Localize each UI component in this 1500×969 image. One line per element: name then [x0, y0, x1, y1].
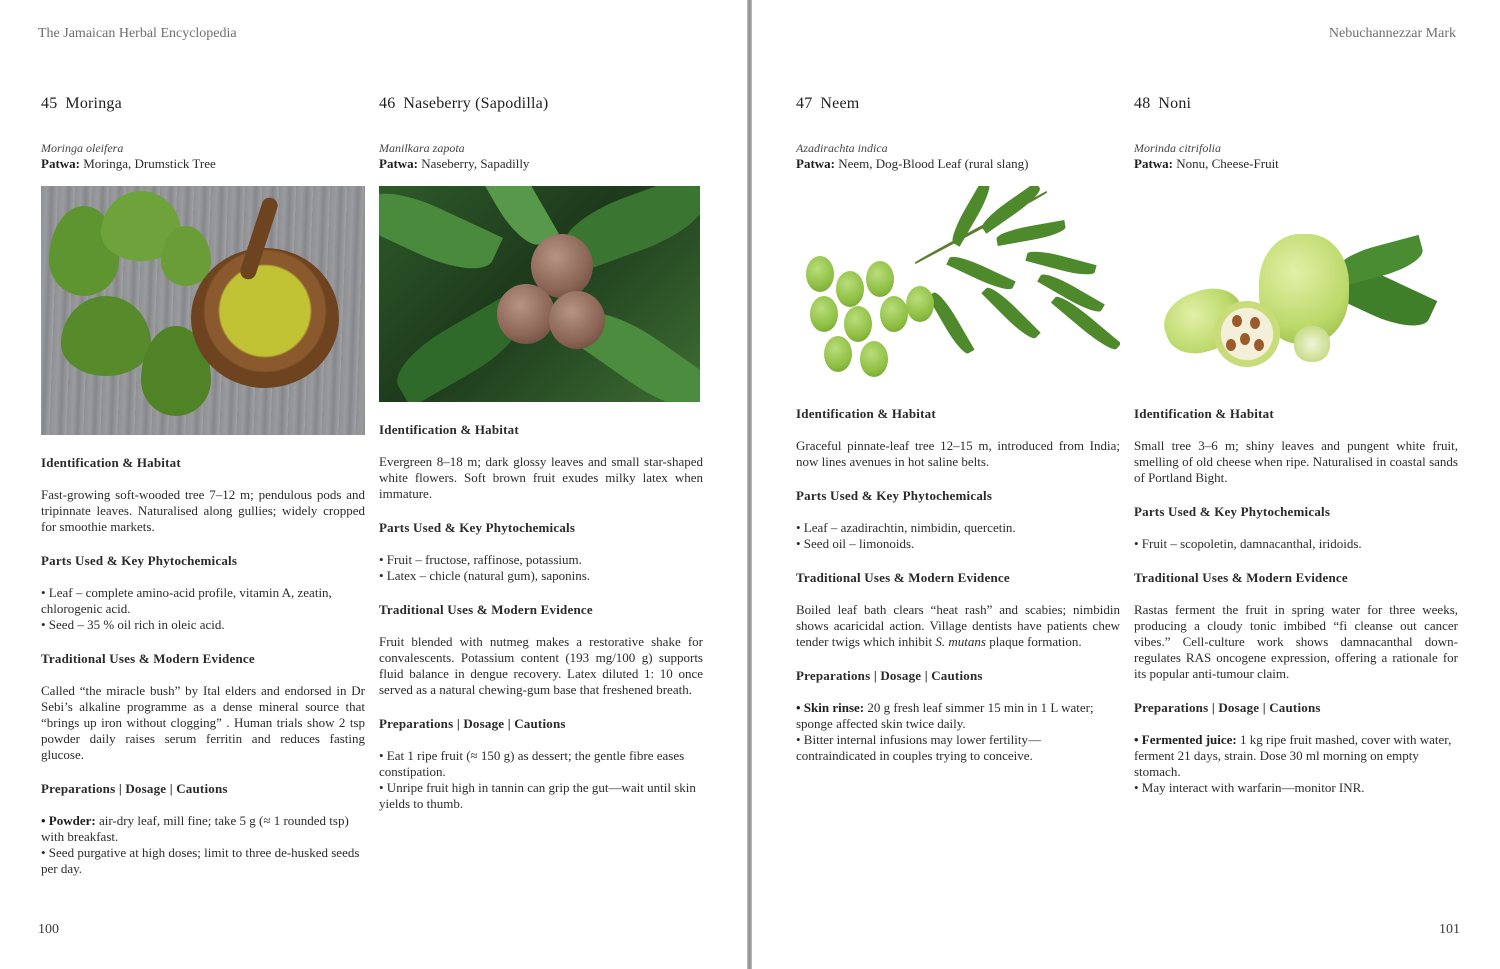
neem-photo-icon	[796, 186, 1120, 386]
section-heading: Parts Used & Key Phytochemicals	[41, 553, 238, 568]
latin-name: Azadirachta indica	[796, 141, 888, 155]
section-heading: Preparations | Dosage | Cautions	[796, 668, 983, 683]
habitat-text: Graceful pinnate-leaf tree 12–15 m, introduced from India; now lines avenues in hot saline belts.	[796, 438, 1120, 469]
section-heading: Identification & Habitat	[1134, 406, 1274, 421]
list-item: • Latex – chicle (natural gum), saponins.	[379, 568, 591, 583]
list-item: • Leaf – azadirachtin, nimbidin, quercetin.	[796, 520, 1016, 535]
patwa-line: Patwa: Neem, Dog-Blood Leaf (rural slang)	[796, 156, 1029, 171]
section-heading: Identification & Habitat	[379, 422, 519, 437]
latin-name: Morinda citrifolia	[1134, 141, 1221, 155]
uses-text: Boiled leaf bath clears “heat rash” and scabies; nimbidin shows acaricidal action. Village dentists have patients chew tender twigs which inhibit S. mutans plaque formation.	[796, 602, 1120, 649]
list-item: • Eat 1 ripe fruit (≈ 150 g) as dessert; the gentle fibre eases constipation.	[379, 748, 685, 779]
section-heading: Preparations | Dosage | Cautions	[379, 716, 566, 731]
patwa-line: Patwa: Nonu, Cheese-Fruit	[1134, 156, 1279, 171]
list-item: • Fruit – scopoletin, damnacanthal, iridoids.	[1134, 536, 1362, 551]
entry-title: 46 Naseberry (Sapodilla)	[379, 95, 549, 112]
noni-photo-icon	[1134, 186, 1458, 386]
list-item: • Unripe fruit high in tannin can grip the gut—wait until skin yields to thumb.	[379, 780, 696, 811]
list-item: • Fruit – fructose, raffinose, potassium.	[379, 552, 582, 567]
running-head-left: The Jamaican Herbal Encyclopedia	[38, 26, 237, 41]
entry-title: 47 Neem	[796, 95, 860, 112]
uses-text: Rastas ferment the fruit in spring water for three weeks, producing a cloudy tonic imbibed “fi cleanse out cancer vibes.” Cell-culture work shows damnacanthal down-regulates RAS oncogene expression, offering a rationale for its popular anti-tumour claim.	[1134, 602, 1458, 681]
list-item: • Bitter internal infusions may lower fertility—contraindicated in couples trying to conceive.	[796, 732, 1042, 763]
list-item: • Fermented juice: 1 kg ripe fruit mashed, cover with water, ferment 21 days, strain. Dose 30 ml morning on empty stomach.	[1134, 732, 1452, 779]
right-page	[752, 0, 1500, 969]
habitat-text: Evergreen 8–18 m; dark glossy leaves and small star-shaped white flowers. Soft brown fruit exudes milky latex when immature.	[379, 454, 703, 501]
uses-text: Fruit blended with nutmeg makes a restorative shake for convalescents. Potassium content (193 mg/100 g) supports fluid balance in dengue recovery. Latex diluted 1: 10 once served as a natural chewing-gum base that freshened breath.	[379, 634, 703, 697]
patwa-line: Patwa: Naseberry, Sapadilly	[379, 156, 530, 171]
list-item: • Seed – 35 % oil rich in oleic acid.	[41, 617, 225, 632]
section-heading: Traditional Uses & Modern Evidence	[41, 651, 255, 666]
section-heading: Traditional Uses & Modern Evidence	[379, 602, 593, 617]
latin-name: Moringa oleifera	[41, 141, 124, 155]
uses-text: Called “the miracle bush” by Ital elders and endorsed in Dr Sebi’s alkaline programme as a dense mineral source that “brings up iron without clogging” . Human trials show 2 tsp powder daily raises serum ferritin and reduces fasting glucose.	[41, 683, 365, 762]
latin-name: Manilkara zapota	[379, 141, 465, 155]
entry-title: 45 Moringa	[41, 95, 122, 112]
moringa-photo-icon	[41, 186, 365, 435]
list-item: • Powder: air-dry leaf, mill fine; take 5 g (≈ 1 rounded tsp) with breakfast.	[41, 813, 349, 844]
entry-neem	[796, 96, 1120, 764]
section-heading: Identification & Habitat	[796, 406, 936, 421]
section-heading: Parts Used & Key Phytochemicals	[1134, 504, 1331, 519]
list-item: • Seed oil – limonoids.	[796, 536, 915, 551]
left-page	[0, 0, 747, 969]
page-number-right: 101	[1439, 922, 1460, 937]
page-number-left: 100	[38, 922, 59, 937]
section-heading: Traditional Uses & Modern Evidence	[1134, 570, 1348, 585]
list-item: • Seed purgative at high doses; limit to three de-husked seeds per day.	[41, 845, 360, 876]
section-heading: Identification & Habitat	[41, 455, 181, 470]
section-heading: Parts Used & Key Phytochemicals	[796, 488, 993, 503]
entry-moringa	[41, 96, 365, 877]
patwa-line: Patwa: Moringa, Drumstick Tree	[41, 156, 216, 171]
habitat-text: Small tree 3–6 m; shiny leaves and pungent white fruit, smelling of old cheese when ripe. Naturalised in coastal sands of Portland Bight.	[1134, 438, 1458, 485]
list-item: • Skin rinse: 20 g fresh leaf simmer 15 min in 1 L water; sponge affected skin twice daily.	[796, 700, 1094, 731]
running-head-right: Nebuchannezzar Mark	[1328, 26, 1456, 41]
section-heading: Preparations | Dosage | Cautions	[41, 781, 228, 796]
section-heading: Traditional Uses & Modern Evidence	[796, 570, 1010, 585]
entry-naseberry	[379, 96, 703, 812]
list-item: • Leaf – complete amino-acid profile, vitamin A, zeatin, chlorogenic acid.	[41, 585, 332, 616]
entry-title: 48 Noni	[1134, 95, 1192, 112]
list-item: • May interact with warfarin—monitor INR.	[1134, 780, 1365, 795]
section-heading: Preparations | Dosage | Cautions	[1134, 700, 1321, 715]
section-heading: Parts Used & Key Phytochemicals	[379, 520, 576, 535]
naseberry-photo-icon	[379, 186, 700, 402]
entry-noni	[1134, 96, 1458, 796]
habitat-text: Fast-growing soft-wooded tree 7–12 m; pendulous pods and tripinnate leaves. Naturalised along gullies; widely cropped for smoothie markets.	[41, 487, 365, 534]
